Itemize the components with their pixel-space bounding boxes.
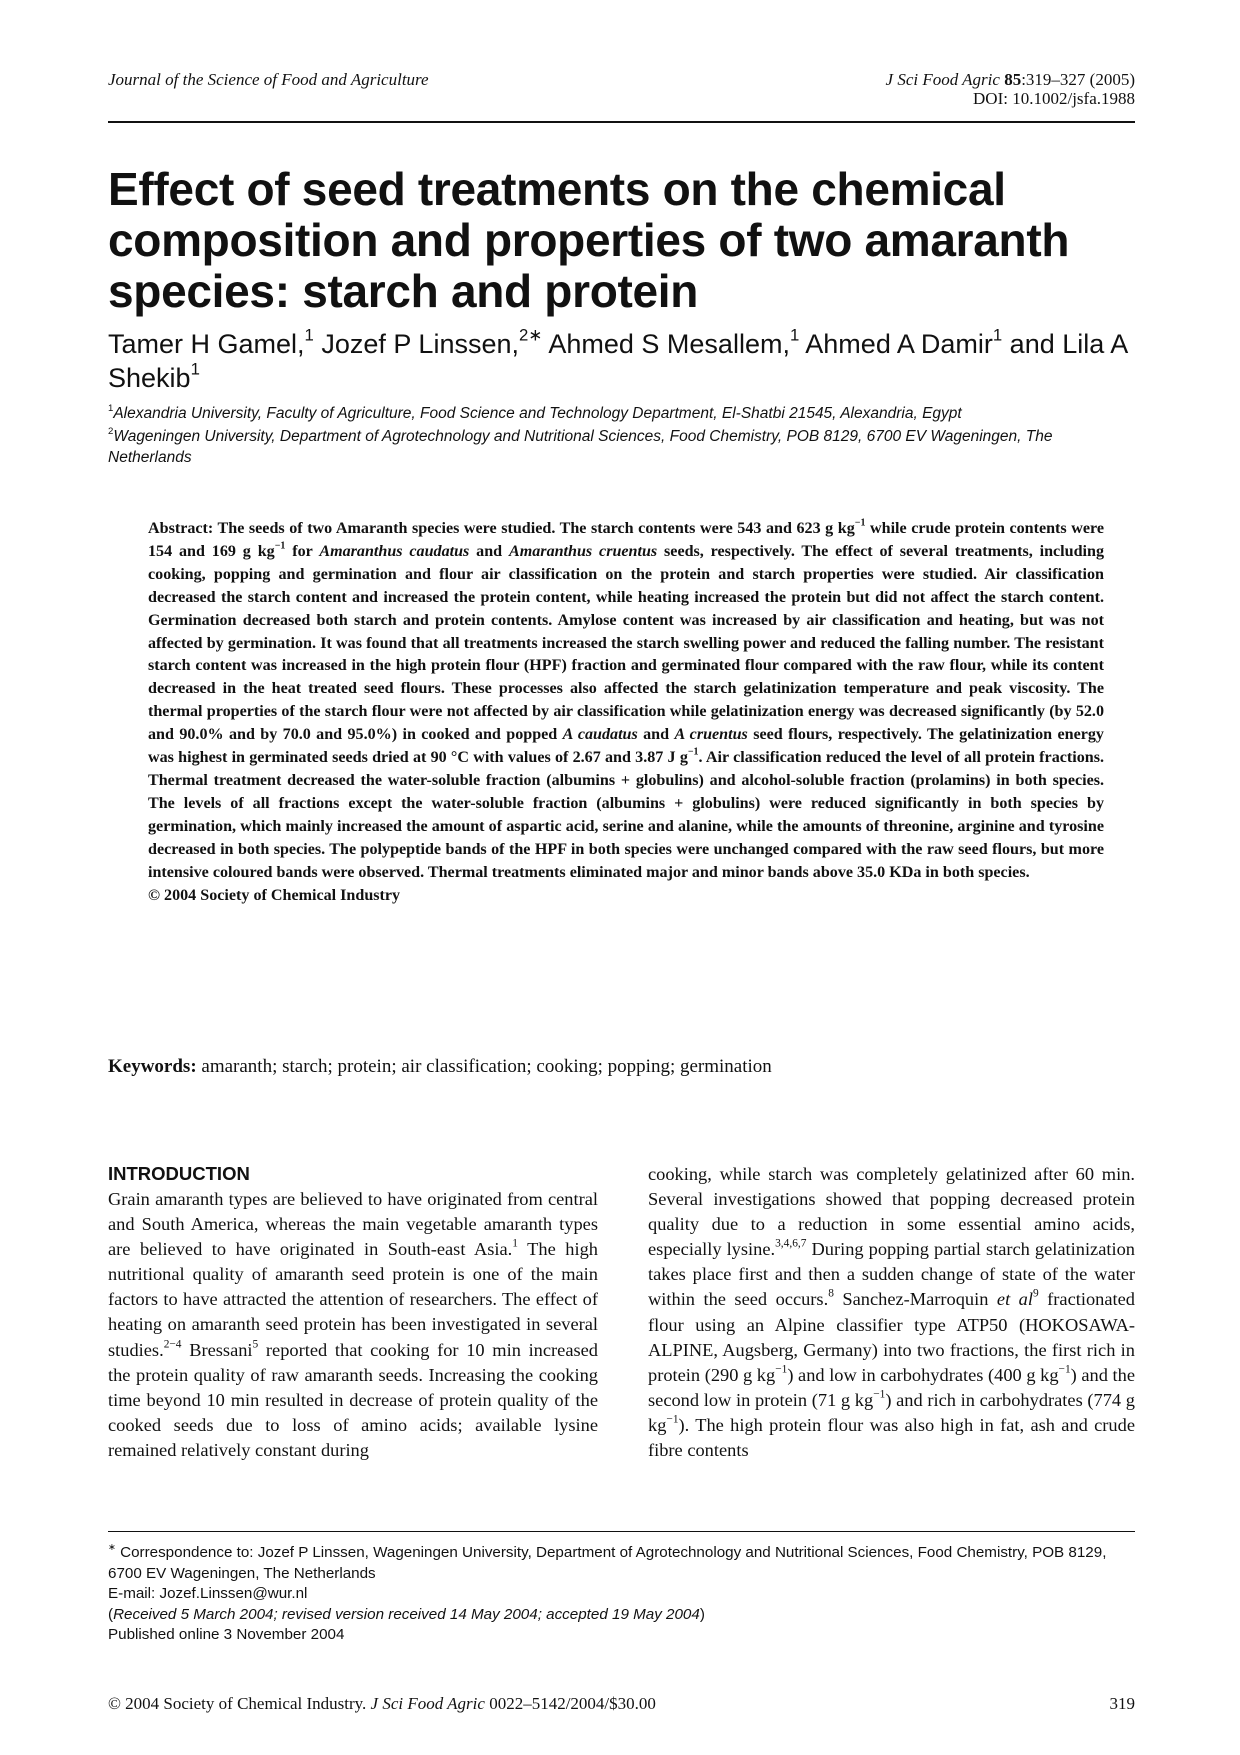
species-name: A caudatus bbox=[562, 726, 638, 744]
author: Ahmed S Mesallem,$^1$ bbox=[548, 325, 800, 359]
published-date: Published online 3 November 2004 bbox=[108, 1626, 345, 1644]
abstract-copyright: © 2004 Society of Chemical Industry bbox=[148, 886, 401, 904]
affiliation: $^2$Wageningen University, Department of Agrotechnology and Nutritional Sciences, Food Chemistry, POB 8129, 6700 EV Wageningen, The Netherlands bbox=[108, 425, 1053, 466]
footer-copyright: © 2004 Society of Chemical Industry. bbox=[108, 1694, 371, 1713]
citation-ref: 3,4,6,7 bbox=[775, 1237, 807, 1250]
body-paragraph: cooking, while starch was completely gelatinized after 60 min. Several investigations showed that popping decreased protein quality due to a reduction in some essential amino acids, especially lysine.$^{3,4,6,7}$ During popping partial starch gelatinization takes place first and then a sudden change of state of the water within the seed occurs.$^8$ Sanchez-Marroquin et $al^9$ fractionated flour using an Alpine classifier type ATP50 (HOKOSAWA-ALPINE, Augsberg, Germany) into two fractions, the first rich in protein (290 g $kg^{-1}$) and low in carbohydrates (400 g $kg^{-1}$) and the second low in protein (71 g $kg^{-1}$) and rich in carbohydrates (774 g $kg^{-1}$). The high protein flour was also high in fat, ash and crude fibre contents bbox=[648, 1164, 1135, 1461]
email: E-mail: Jozef.Linssen@wur.nl bbox=[108, 1585, 308, 1603]
author: Jozef P Linssen,$^{2∗}$ bbox=[321, 325, 543, 359]
correspondence: ∗ Correspondence to: Jozef P Linssen, Wageningen University, Department of Agrotechnology and Nutritional Sciences, Food Chemistry, POB 8129, 6700 EV Wageningen, The Netherlands bbox=[108, 1540, 1107, 1582]
affiliation: $^1$Alexandria University, Faculty of Agriculture, Food Science and Technology Department, El-Shatbi 21545, Alexandria, Egypt bbox=[108, 402, 962, 422]
citation-block bbox=[886, 70, 1135, 108]
keywords-list: amaranth; starch; protein; air classification; cooking; popping; germination bbox=[196, 1056, 772, 1077]
citation-journal: J Sci Food Agric bbox=[885, 70, 1000, 89]
author-list: Tamer H Gamel,$^1$ Jozef P Linssen,$^{2∗}$ Ahmed S Mesallem,$^1$ Ahmed A Damir$^1$ and Lila A Shekib$^1$ bbox=[108, 325, 1127, 393]
doi: DOI: 10.1002/jsfa.1988 bbox=[973, 89, 1135, 108]
page-number: 319 bbox=[1109, 1694, 1135, 1713]
citation-ref: 5 bbox=[252, 1338, 259, 1351]
citation-line bbox=[886, 70, 1135, 89]
citation-ref: 2−4 bbox=[163, 1338, 182, 1351]
author: Ahmed A Damir$^1$ bbox=[805, 325, 1003, 359]
intro-column-left bbox=[108, 1162, 598, 1463]
footnote-rule bbox=[108, 1531, 1135, 1532]
species-name: A cruentus bbox=[674, 726, 748, 744]
running-header bbox=[108, 68, 1135, 126]
citation-ref: 9 bbox=[1032, 1287, 1039, 1300]
section-heading: INTRODUCTION bbox=[108, 1163, 250, 1184]
author: Tamer H Gamel,$^1$ bbox=[108, 325, 314, 359]
footnote bbox=[108, 1540, 1135, 1646]
species-name: Amaranthus caudatus bbox=[319, 542, 470, 560]
body-paragraph: Grain amaranth types are believed to have originated from central and South America, whereas the main vegetable amaranth types are believed to have originated in South-east Asia.$^1$ The high nutritional quality of amaranth seed protein is one of the main factors to have attracted the attention of researchers. The effect of heating on amaranth seed protein has been investigated in several studies.$^{2-4}$ Bressani$^5$ reported that cooking for 10 min increased the protein quality of raw amaranth seeds. Increasing the cooking time beyond 10 min resulted in decrease of protein quality of the cooked seeds due to loss of amino acids; available lysine remained relatively constant during bbox=[108, 1189, 599, 1460]
citation-ref: 1 bbox=[512, 1237, 518, 1250]
intro-column-right bbox=[648, 1162, 1135, 1463]
citation-volume: 85 bbox=[1004, 70, 1022, 89]
header-rule bbox=[108, 121, 1135, 123]
author: Lila A Shekib$^1$ bbox=[108, 329, 1127, 393]
footer-issn: 0022–5142/2004/$30.00 bbox=[484, 1694, 656, 1713]
article-title: Effect of seed treatments on the chemical composition and properties of two amaranth species: starch and protein bbox=[108, 163, 1070, 317]
abstract-label: Abstract: bbox=[148, 520, 214, 537]
keywords bbox=[108, 1056, 1135, 1078]
received-dates: (Received 5 March 2004; revised version received 14 May 2004; accepted 19 May 2004) bbox=[108, 1605, 705, 1623]
citation-ref: 8 bbox=[828, 1287, 834, 1300]
citation-pages: :319–327 (2005) bbox=[1021, 70, 1135, 89]
footer-journal: J Sci Food Agric bbox=[370, 1694, 485, 1713]
abstract: Abstract: The seeds of two Amaranth species were studied. The starch contents were 543 and 623 g $kg^{-1}$ while crude protein contents were 154 and 169 g $kg^{-1}$ for Amaranthus caudatus and Amaranthus cruentus seeds, respectively. The effect of several treatments, including cooking, popping and germination and flour air classification on the protein and starch properties were studied. Air classification decreased the starch content and increased the protein content, while heating increased the protein but did not affect the starch content. Germination decreased both starch and protein contents. Amylose content was increased by air classification and heating, but was not affected by germination. It was found that all treatments increased the starch swelling power and reduced the falling number. The resistant starch content was increased in the high protein flour (HPF) fraction and germinated flour compared with the raw flour, while its content decreased in the heat treated seed flours. These processes also affected the starch gelatinization temperature and peak viscosity. The thermal properties of the starch flour were not affected by air classification while gelatinization energy was decreased significantly (by 52.0 and 90.0% and by 70.0 and 95.0%) in cooked and popped A caudatus and A cruentus seed flours, respectively. The gelatinization energy was highest in germinated seeds dried at 90 °C with values of 2.67 and 3.87 J $g^{-1}$. Air classification reduced the level of all protein fractions. Thermal treatment decreased the water-soluble fraction (albumins + globulins) and alcohol-soluble fraction (prolamins) in both species. The levels of all fractions except the water-soluble fraction (albumins + globulins) were reduced significantly in both species by germination, which mainly increased the amount of aspartic acid, serine and alanine, while the amounts of threonine, arginine and tyrosine decreased in both species. The polypeptide bands of the HPF in both species were unchanged compared with the raw seed flours, but more intensive coloured bands were observed. Thermal treatments eliminated major and minor bands above 35.0 KDa in both species. © 2004 Society of Chemical Industry bbox=[148, 517, 1105, 904]
journal-name: Journal of the Science of Food and Agriculture bbox=[108, 70, 429, 89]
page-footer bbox=[108, 1694, 1135, 1714]
species-name: Amaranthus cruentus bbox=[509, 542, 658, 560]
keywords-label: Keywords: bbox=[108, 1056, 197, 1077]
